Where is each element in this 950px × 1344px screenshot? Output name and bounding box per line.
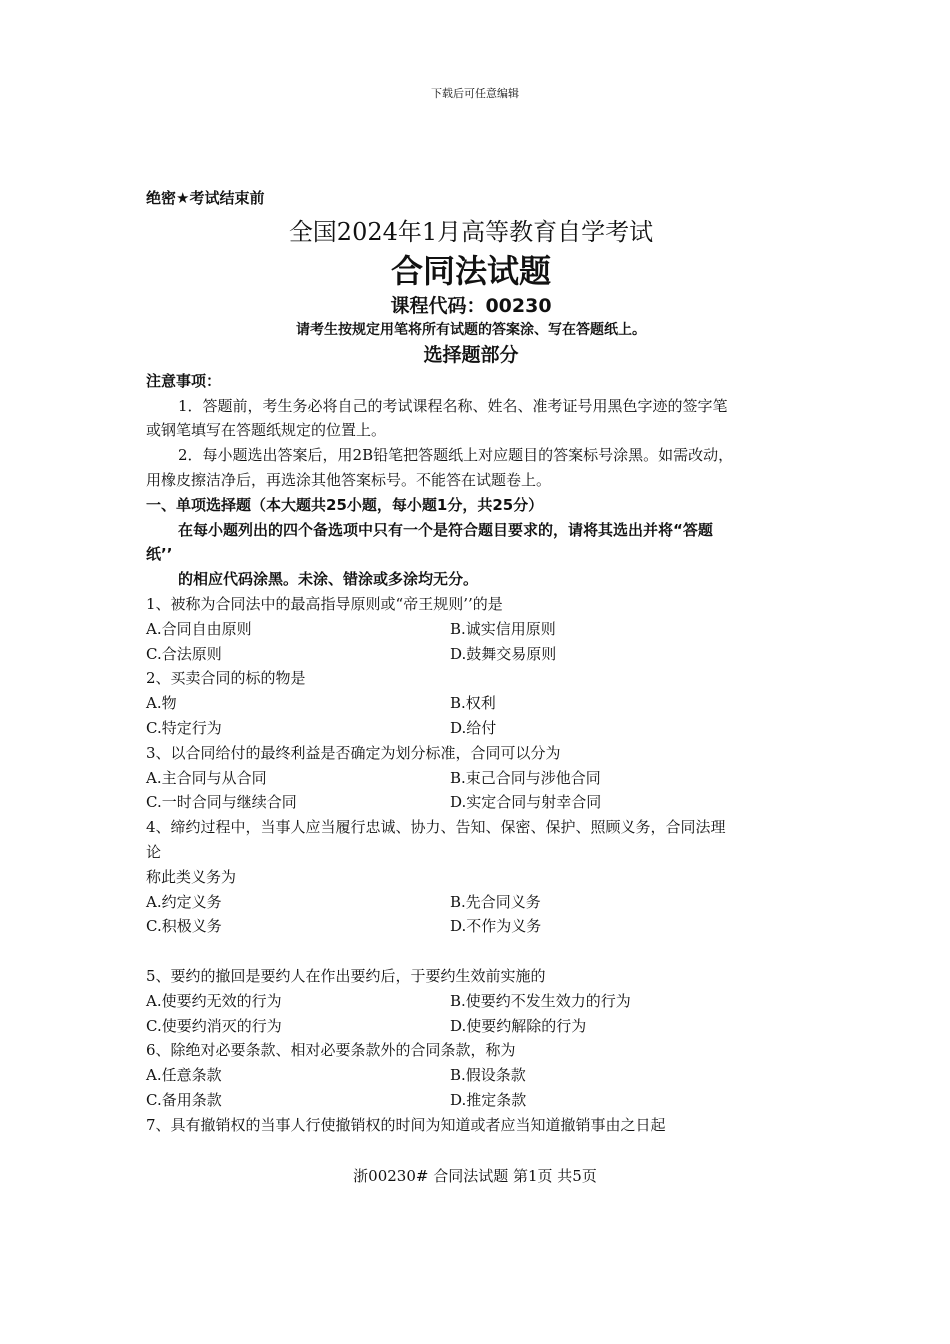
question-1-option-c: C.合法原则: [146, 644, 222, 663]
header-note: 下载后可任意编辑: [431, 87, 519, 100]
question-5-stem: 5、要约的撤回是要约人在作出要约后，于要约生效前实施的: [146, 966, 546, 985]
question-2-options-row-1: [146, 691, 796, 716]
question-1-options-row-2: [146, 642, 796, 667]
question-2-option-c: C.特定行为: [146, 718, 222, 737]
note-item-2-line-1: 2．每小题选出答案后，用2B铅笔把答题纸上对应题目的答案标号涂黑。如需改动，: [178, 446, 734, 465]
part-one-desc-line-1: 在每小题列出的四个备选项中只有一个是符合题目要求的，请将其选出并将“答题: [178, 520, 713, 539]
question-4-options-row-1: [146, 890, 796, 915]
question-3-option-c: C.一时合同与继续合同: [146, 793, 297, 812]
question-4-option-d: D.不作为义务: [450, 917, 542, 936]
question-4-stem-line-3: 称此类义务为: [146, 867, 237, 886]
question-2-option-d: D.给付: [450, 718, 497, 737]
question-2-options-row-2: [146, 716, 796, 741]
question-5-options-row-1: [146, 989, 796, 1014]
question-6-options-row-2: [146, 1088, 796, 1113]
note-item-1-line-2: 或钢笔填写在答题纸规定的位置上。: [146, 421, 387, 440]
course-code: 课程代码：00230: [390, 294, 552, 317]
question-3-option-d: D.实定合同与射幸合同: [450, 793, 602, 812]
page-footer: 浙00230# 合同法试题 第1页 共5页: [353, 1167, 597, 1185]
question-4-option-c: C.积极义务: [146, 917, 222, 936]
question-1-stem: 1、被称为合同法中的最高指导原则或“帝王规则’’的是: [146, 594, 503, 613]
question-3-options-row-2: [146, 790, 796, 815]
question-3-stem: 3、以合同给付的最终利益是否确定为划分标准，合同可以分为: [146, 743, 561, 762]
question-6-option-d: D.推定条款: [450, 1090, 527, 1109]
part-one-desc-line-3: 的相应代码涂黑。未涂、错涂或多涂均无分。: [178, 570, 479, 589]
question-6-option-b: B.假设条款: [450, 1066, 526, 1085]
note-item-1-line-1: 1．答题前，考生务必将自己的考试课程名称、姓名、准考证号用黑色字迹的签字笔: [178, 396, 728, 415]
question-5-option-d: D.使要约解除的行为: [450, 1016, 587, 1035]
part-one-desc-line-2: 纸’’: [146, 545, 173, 564]
document-body: [146, 186, 796, 1138]
question-4-options-row-2: [146, 914, 796, 939]
exam-title: 全国2024年1月高等教育自学考试: [288, 217, 654, 246]
question-1-options-row-1: [146, 617, 796, 642]
question-6-option-c: C.备用条款: [146, 1090, 222, 1109]
question-2-stem: 2、买卖合同的标的物是: [146, 669, 306, 688]
question-3-options-row-1: [146, 766, 796, 791]
question-1-option-d: D.鼓舞交易原则: [450, 644, 557, 663]
question-6-options-row-1: [146, 1063, 796, 1088]
notes-title: 注意事项：: [146, 371, 222, 390]
subject-title: 合同法试题: [390, 251, 551, 290]
question-1-option-a: A.合同自由原则: [146, 619, 252, 638]
question-3-option-a: A.主合同与从合同: [146, 768, 267, 787]
question-5-option-a: A.使要约无效的行为: [146, 991, 282, 1010]
question-6-stem: 6、除绝对必要条款、相对必要条款外的合同条款，称为: [146, 1041, 516, 1060]
question-2-option-b: B.权利: [450, 694, 496, 713]
instruction: 请考生按规定用笔将所有试题的答案涂、写在答题纸上。: [296, 321, 646, 338]
question-5-option-b: B.使要约不发生效力的行为: [450, 991, 631, 1010]
question-5-option-c: C.使要约消灭的行为: [146, 1016, 282, 1035]
blank-line: [146, 939, 796, 964]
question-6-option-a: A.任意条款: [146, 1066, 222, 1085]
question-2-option-a: A.物: [146, 694, 177, 713]
question-4-stem-line-1: 4、缔约过程中，当事人应当履行忠诚、协力、告知、保密、保护、照顾义务，合同法理: [146, 818, 726, 837]
question-5-options-row-2: [146, 1014, 796, 1039]
secret-mark: 绝密★考试结束前: [146, 189, 265, 207]
section-heading: 选择题部分: [423, 343, 519, 366]
question-1-option-b: B.诚实信用原则: [450, 619, 556, 638]
question-7-stem: 7、具有撤销权的当事人行使撤销权的时间为知道或者应当知道撤销事由之日起: [146, 1115, 666, 1134]
part-one-heading: 一、单项选择题（本大题共25小题，每小题1分，共25分）: [146, 495, 544, 514]
question-4-option-a: A.约定义务: [146, 892, 222, 911]
question-4-option-b: B.先合同义务: [450, 892, 541, 911]
question-4-stem-line-2: 论: [146, 842, 162, 861]
note-item-2-line-2: 用橡皮擦洁净后，再选涂其他答案标号。不能答在试题卷上。: [146, 470, 552, 489]
question-3-option-b: B.束己合同与涉他合同: [450, 768, 601, 787]
